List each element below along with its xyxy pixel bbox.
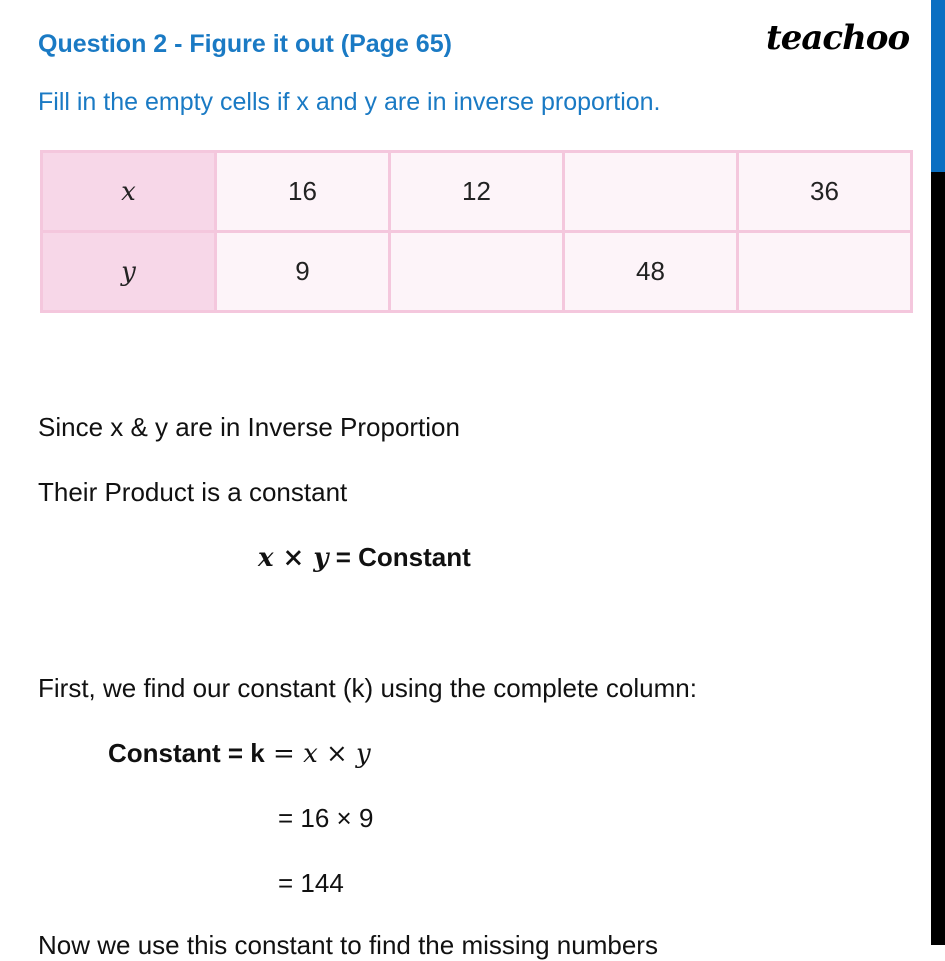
table-cell: 36 — [738, 152, 912, 232]
table-cell — [738, 232, 912, 312]
table-cell: 16 — [216, 152, 390, 232]
table-row-x — [42, 152, 912, 232]
constant-label: Constant = k — [108, 738, 265, 768]
constant-expr: = x × y — [264, 739, 371, 769]
question-prompt: Fill in the empty cells if x and y are in inverse proportion. — [38, 88, 661, 116]
row-label: x — [42, 152, 216, 232]
constant-line — [108, 738, 371, 769]
table-cell: 48 — [564, 232, 738, 312]
formula-rhs: = Constant — [328, 542, 471, 572]
row-label: y — [42, 232, 216, 312]
table-cell — [390, 232, 564, 312]
table-row-y — [42, 232, 912, 312]
table-cell — [564, 152, 738, 232]
scrollbar-thumb[interactable] — [931, 0, 945, 172]
calc-step: = 16 × 9 — [278, 803, 374, 833]
proportion-table — [40, 150, 913, 313]
solution-line: First, we find our constant (k) using the complete column: — [38, 673, 697, 703]
formula-lhs: x × y — [258, 543, 329, 573]
formula — [258, 542, 471, 573]
solution-line: Now we use this constant to find the missing numbers — [38, 930, 658, 960]
question-title: Question 2 - Figure it out (Page 65) — [38, 30, 452, 58]
solution-line: Their Product is a constant — [38, 477, 348, 507]
table-cell: 9 — [216, 232, 390, 312]
calc-step: = 144 — [278, 868, 344, 898]
scrollbar-track[interactable] — [931, 172, 945, 945]
teachoo-logo: teachoo — [766, 18, 910, 58]
solution-line: Since x & y are in Inverse Proportion — [38, 412, 460, 442]
table-cell: 12 — [390, 152, 564, 232]
